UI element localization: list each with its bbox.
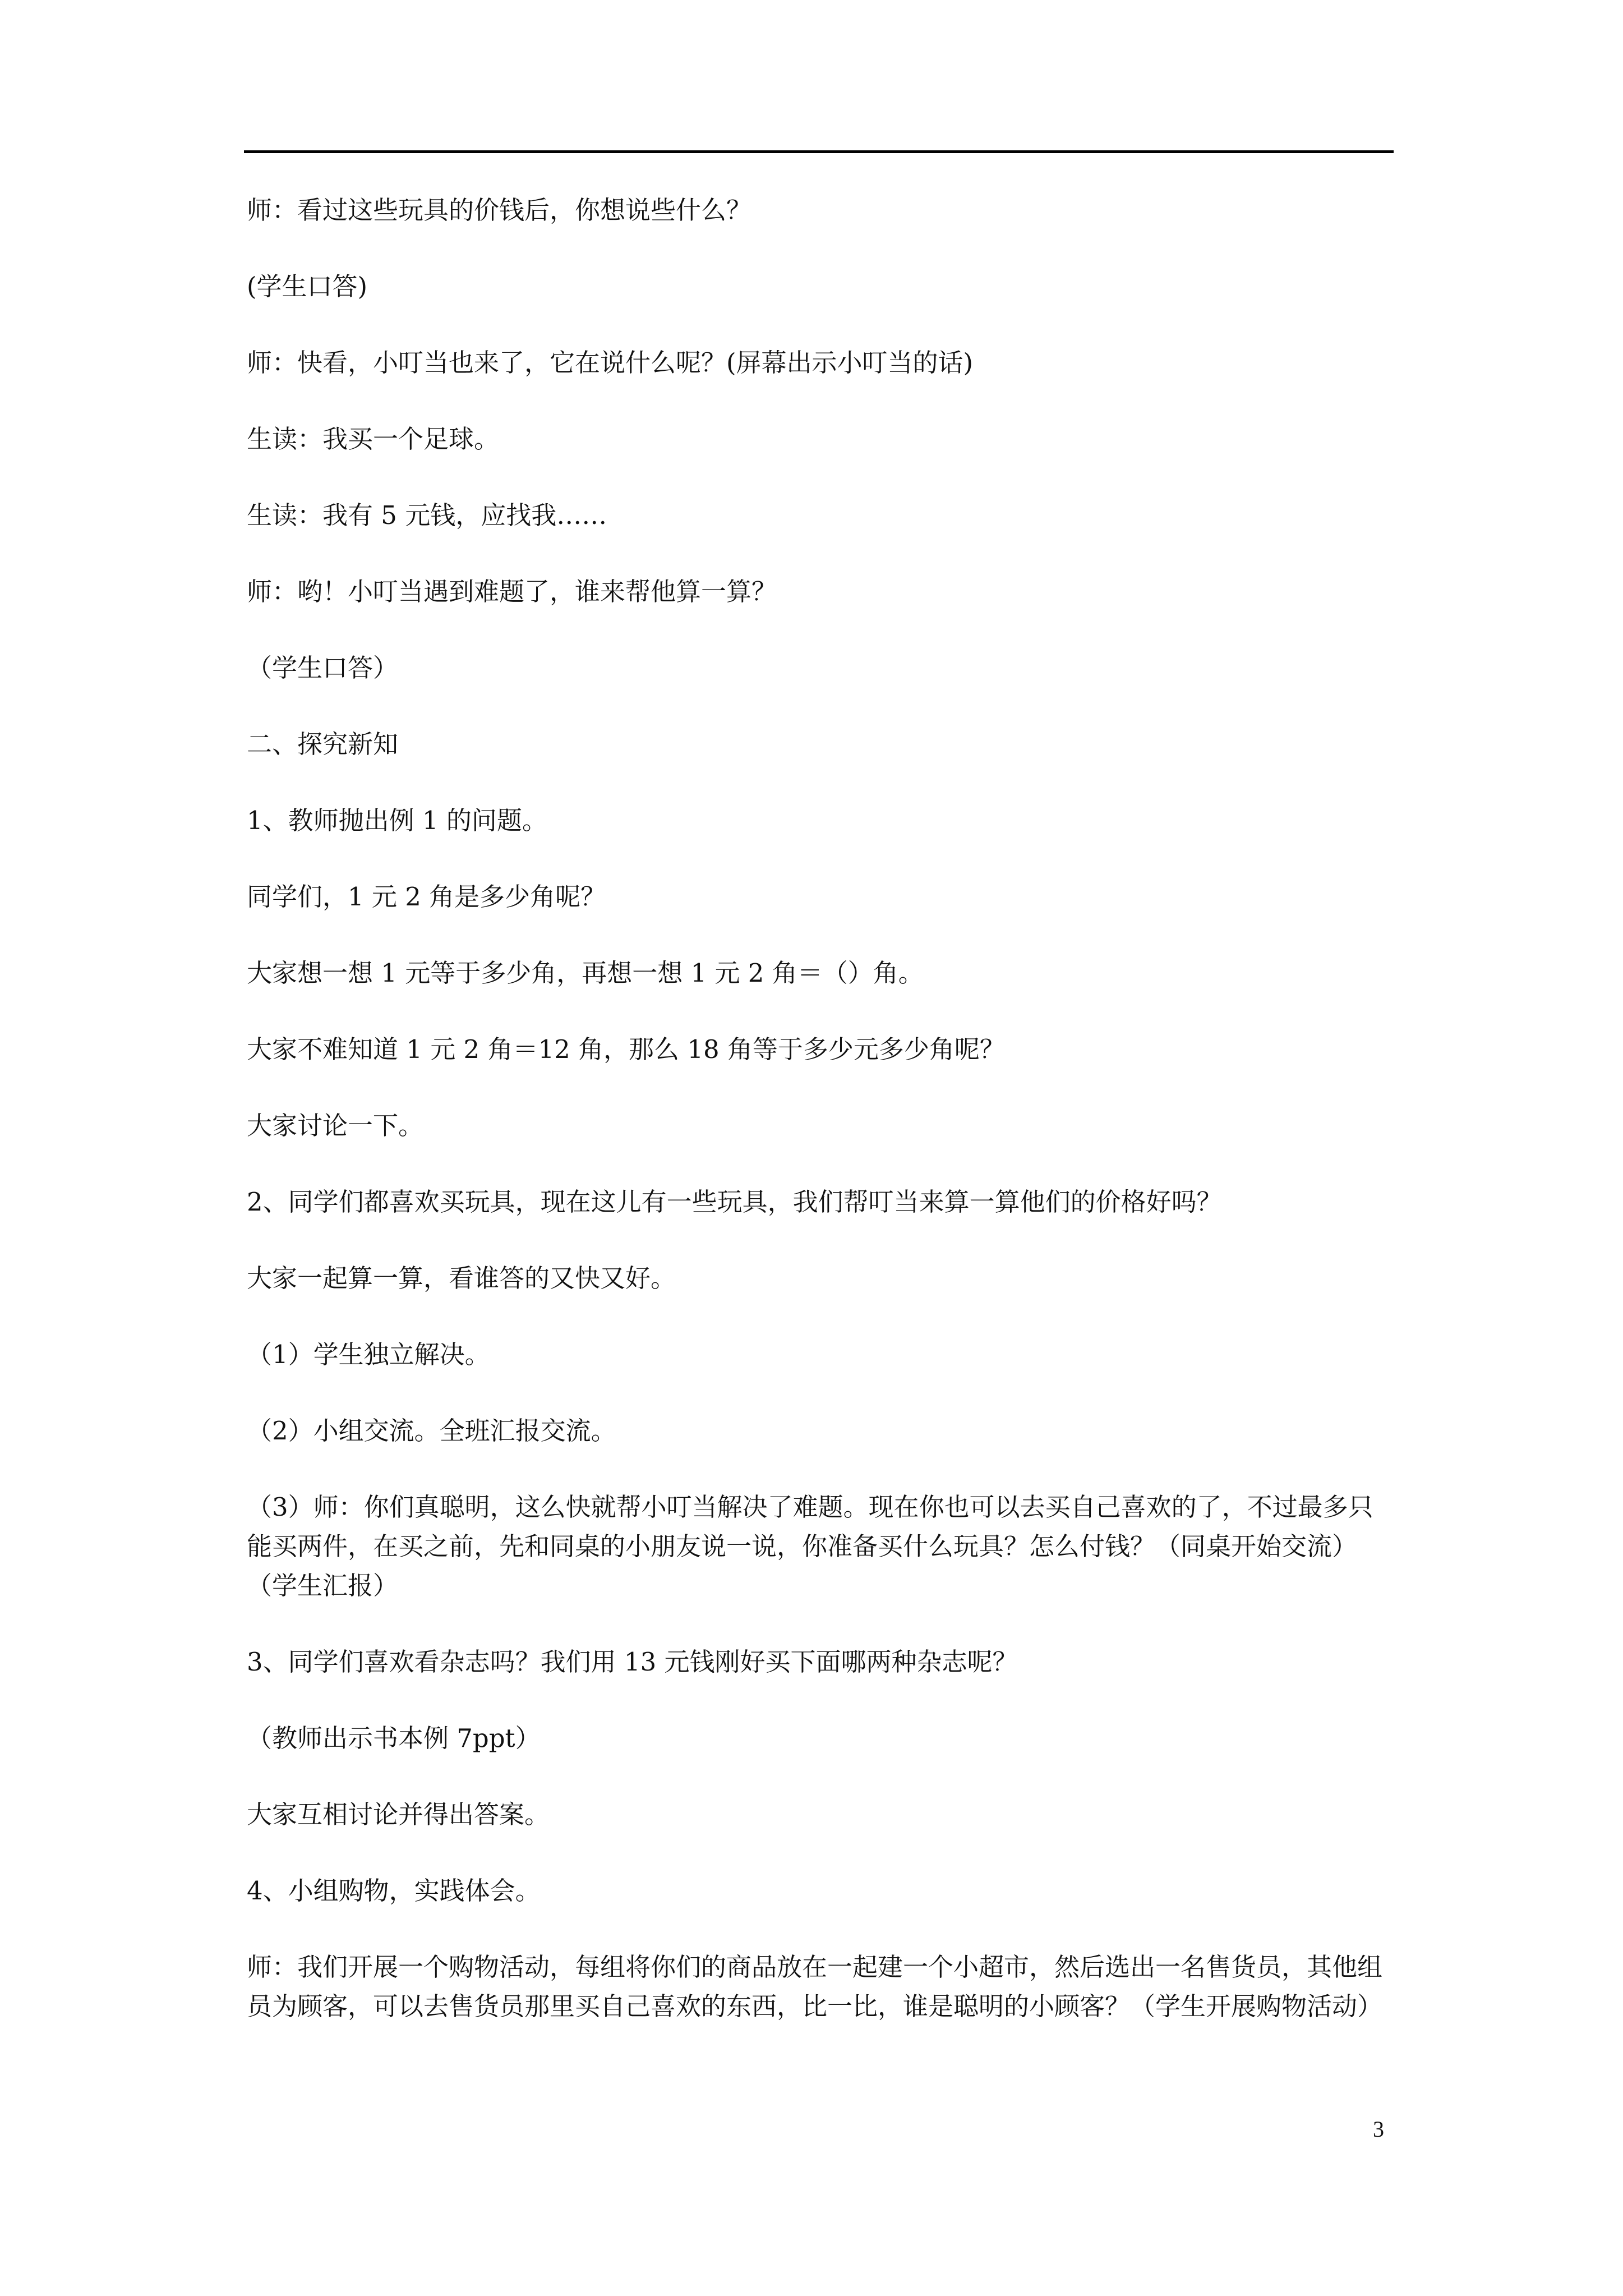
paragraph-step-2: 2、同学们都喜欢买玩具，现在这儿有一些玩具，我们帮叮当来算一算他们的价格好吗？ xyxy=(247,1187,1222,1217)
paragraph-teacher-question: 师：看过这些玩具的价钱后，你想说些什么？ xyxy=(247,195,752,225)
paragraph-shopping-activity: 师：我们开展一个购物活动，每组将你们的商品放在一起建一个小超市，然后选出一名售货员，其他组员为顾客，可以去售货员那里买自己喜欢的东西，比一比，谁是聪明的小顾客？（学生开展购物活动） xyxy=(247,1952,1383,2021)
paragraph-discuss: 大家讨论一下。 xyxy=(247,1111,424,1140)
section-heading-explore: 二、探究新知 xyxy=(247,729,399,759)
paragraph-student-answer: (学生口答) xyxy=(247,272,368,301)
paragraph-student-reads-1: 生读：我买一个足球。 xyxy=(247,424,500,454)
document-body xyxy=(247,191,1391,2063)
paragraph-sub-2: （2）小组交流。全班汇报交流。 xyxy=(247,1416,616,1446)
paragraph-example-7: （教师出示书本例 7ppt） xyxy=(247,1723,541,1753)
paragraph-discuss-answer: 大家互相讨论并得出答案。 xyxy=(247,1800,550,1829)
paragraph-question-jiao: 同学们，1 元 2 角是多少角呢？ xyxy=(247,882,606,912)
paragraph-student-answer-2: （学生口答） xyxy=(247,653,399,683)
paragraph-step-1: 1、教师抛出例 1 的问题。 xyxy=(247,806,547,835)
paragraph-teacher-problem: 师：哟！小叮当遇到难题了，谁来帮他算一算？ xyxy=(247,577,777,606)
paragraph-sub-3: （3）师：你们真聪明，这么快就帮小叮当解决了难题。现在你也可以去买自己喜欢的了，不过最多只能买两件，在买之前，先和同桌的小朋友说一说，你准备买什么玩具？怎么付钱？（同桌开始交流）（学生汇报） xyxy=(247,1492,1373,1600)
paragraph-student-reads-2: 生读：我有 5 元钱，应找我…… xyxy=(247,500,607,530)
page-number: 3 xyxy=(1373,2116,1384,2142)
paragraph-think: 大家想一想 1 元等于多少角，再想一想 1 元 2 角＝（）角。 xyxy=(247,958,924,988)
header-rule xyxy=(244,150,1394,153)
paragraph-18-jiao: 大家不难知道 1 元 2 角＝12 角，那么 18 角等于多少元多少角呢？ xyxy=(247,1034,1005,1064)
paragraph-step-3: 3、同学们喜欢看杂志吗？我们用 13 元钱刚好买下面哪两种杂志呢？ xyxy=(247,1647,1018,1677)
paragraph-step-4: 4、小组购物，实践体会。 xyxy=(247,1876,541,1906)
paragraph-teacher-xiaodingdang: 师：快看，小叮当也来了，它在说什么呢？(屏幕出示小叮当的话) xyxy=(247,348,974,378)
paragraph-sub-1: （1）学生独立解决。 xyxy=(247,1340,490,1369)
paragraph-calc-together: 大家一起算一算，看谁答的又快又好。 xyxy=(247,1263,676,1293)
